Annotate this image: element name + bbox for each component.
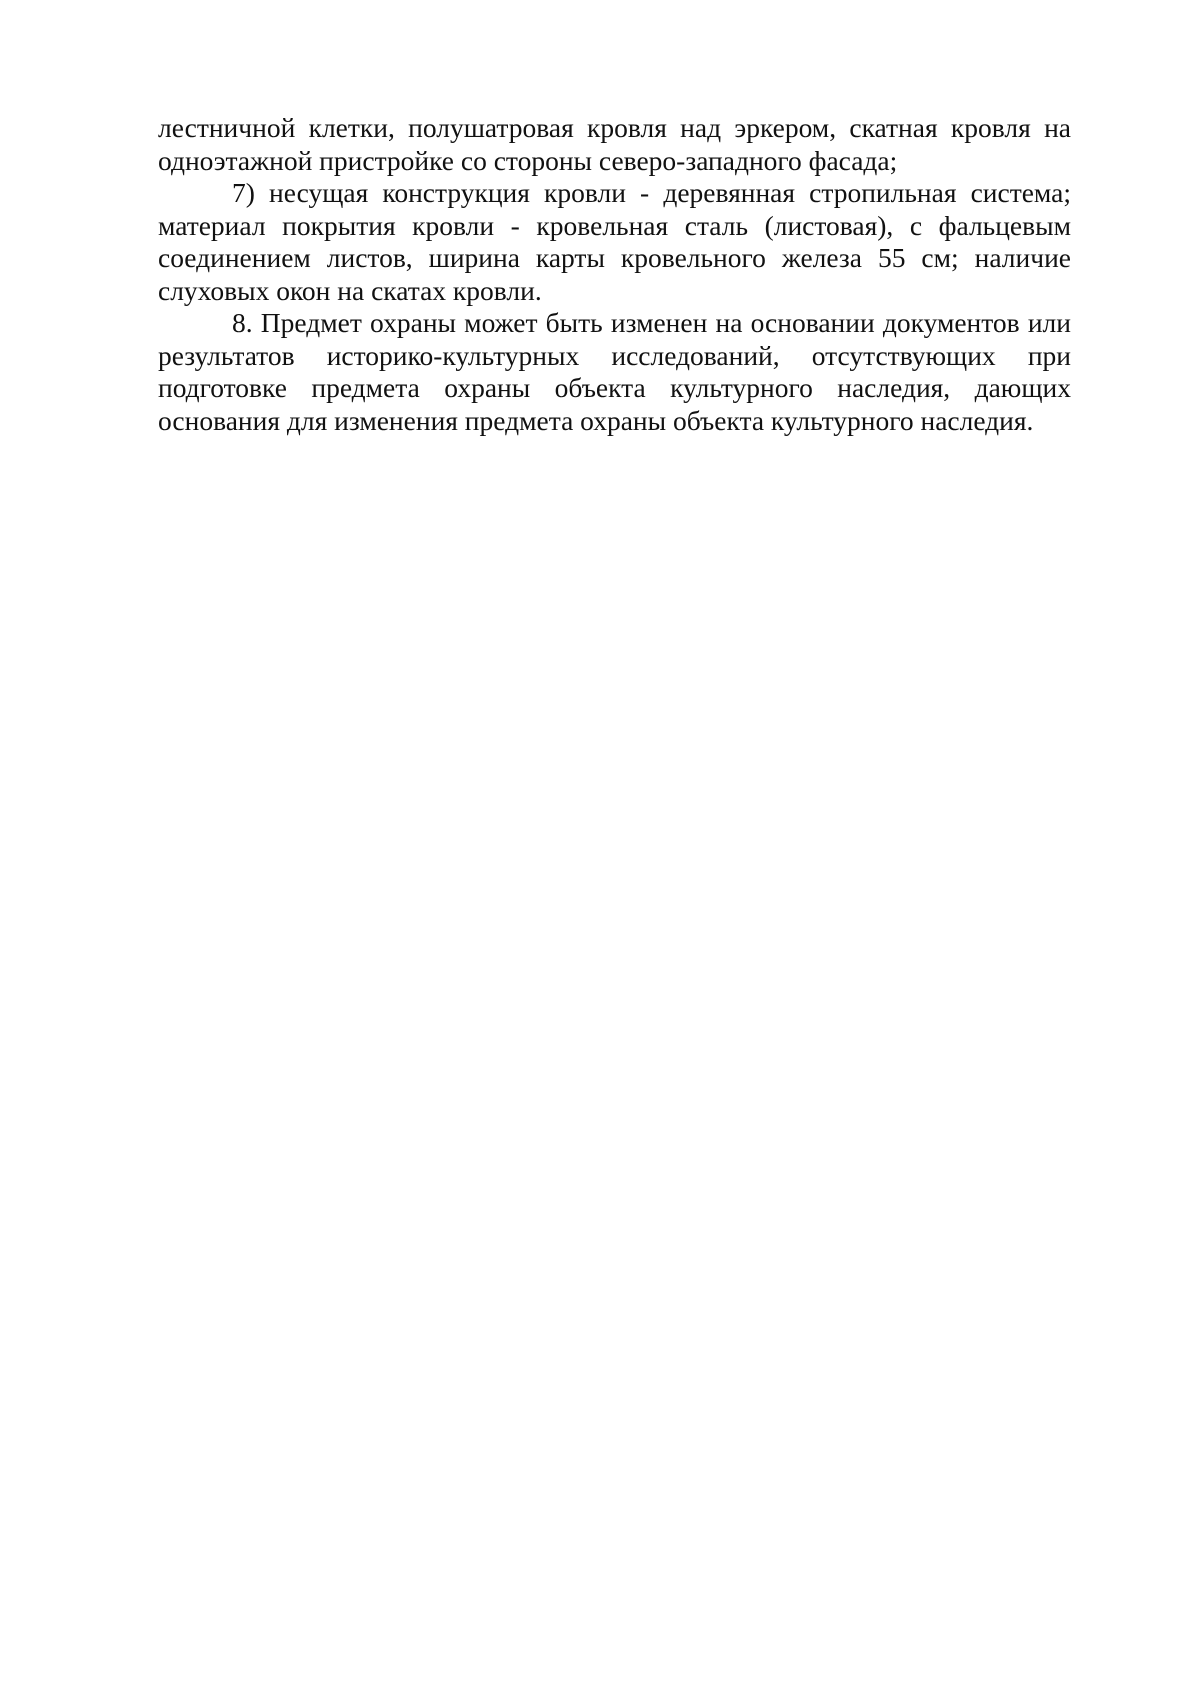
- document-body: [158, 112, 1071, 437]
- paragraph-item-7: 7) несущая конструкция кровли - деревянная стропильная система; материал покрытия кровли - кровельная сталь (листовая), с фальцевым соединением листов, ширина карты кровельного железа 55 см; наличие слуховых окон на скатах кровли.: [158, 177, 1071, 306]
- paragraph-continuation: лестничной клетки, полушатровая кровля над эркером, скатная кровля на одноэтажной пристройке со стороны северо-западного фасада;: [158, 112, 1071, 176]
- paragraph-item-8: 8. Предмет охраны может быть изменен на основании документов или результатов историко-культурных исследований, отсутствующих при подготовке предмета охраны объекта культурного наследия, дающих основания для изменения предмета охраны объекта культурного наследия.: [158, 307, 1071, 436]
